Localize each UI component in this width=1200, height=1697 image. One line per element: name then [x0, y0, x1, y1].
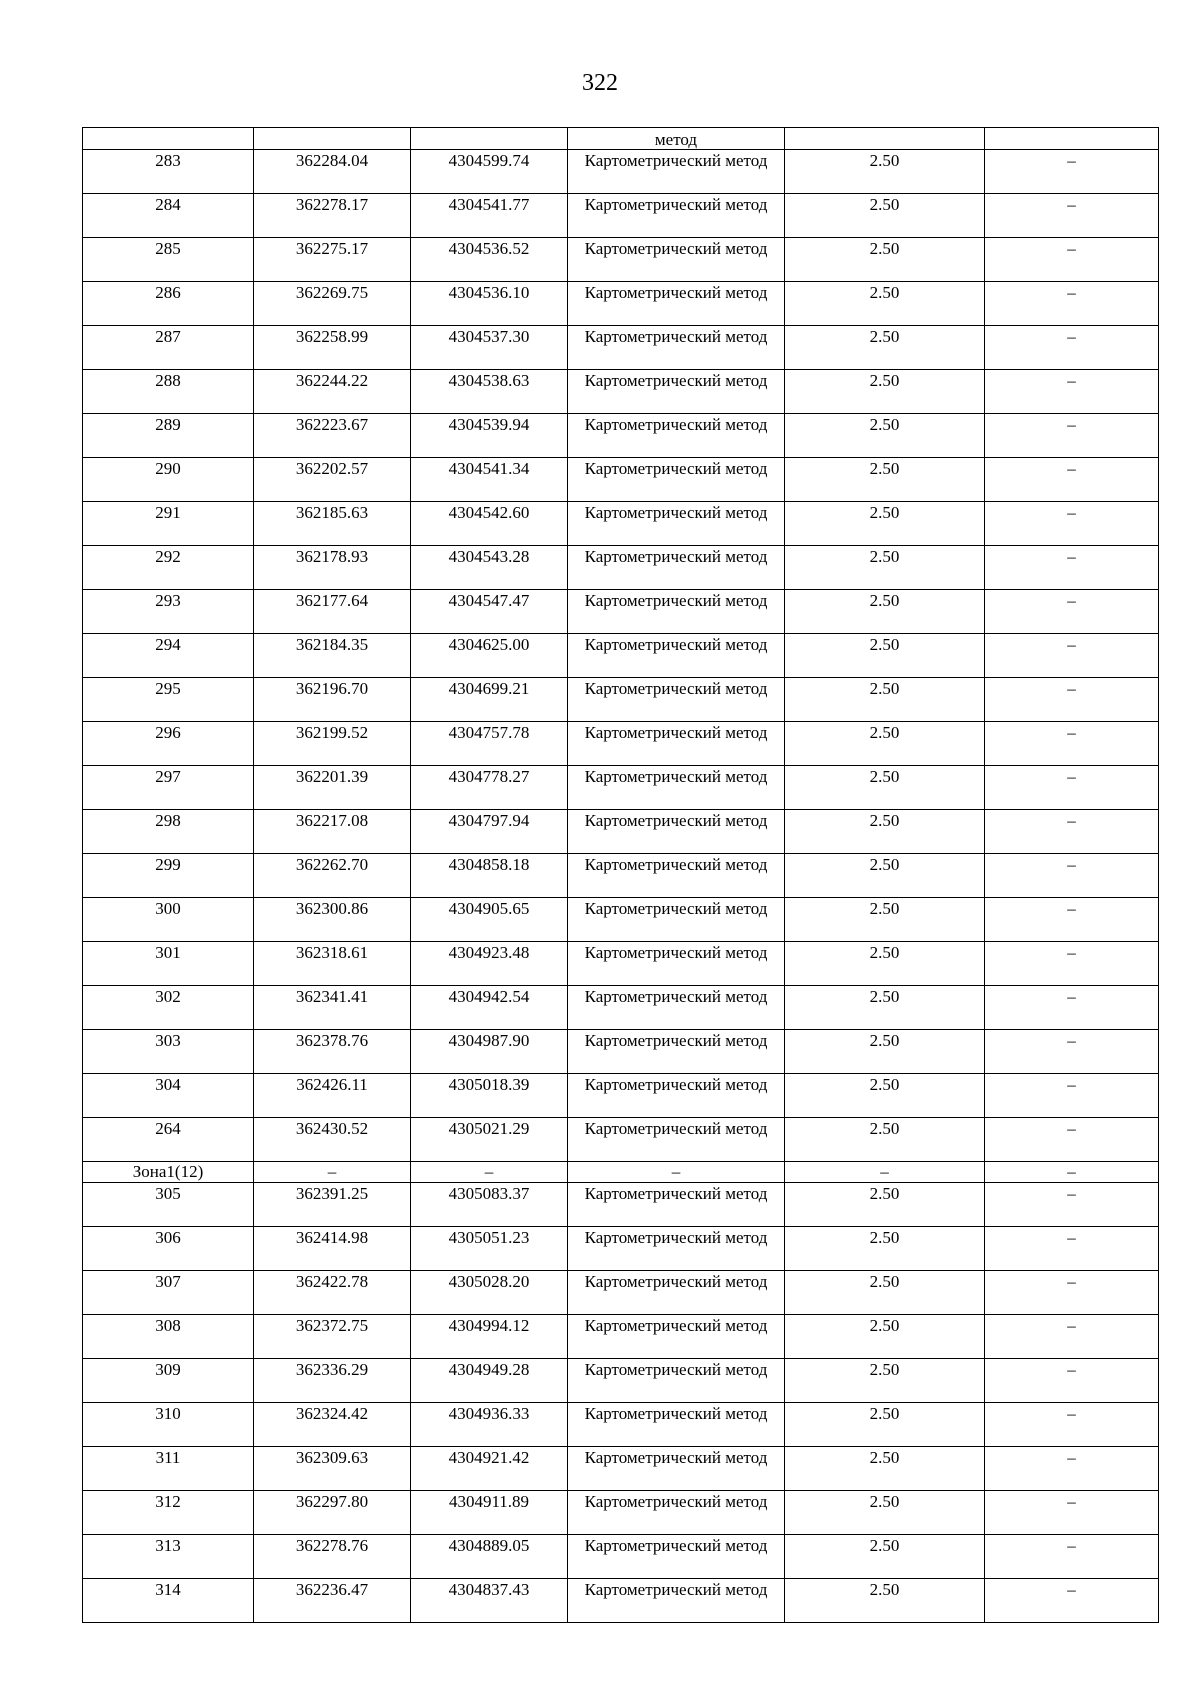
- cell-method: Картометрический метод: [568, 546, 785, 590]
- cell-description: –: [985, 370, 1159, 414]
- cell-method: Картометрический метод: [568, 194, 785, 238]
- cell-accuracy: 2.50: [785, 1359, 985, 1403]
- table-row: [83, 1579, 1159, 1623]
- cell-x: 362236.47: [254, 1579, 411, 1623]
- cell-x: [254, 128, 411, 150]
- cell-y: 4304543.28: [411, 546, 568, 590]
- cell-description: –: [985, 502, 1159, 546]
- cell-x: 362275.17: [254, 238, 411, 282]
- table-row: [83, 678, 1159, 722]
- table-row: [83, 458, 1159, 502]
- cell-method: Картометрический метод: [568, 1074, 785, 1118]
- cell-point-number: 299: [83, 854, 254, 898]
- cell-description: –: [985, 854, 1159, 898]
- cell-y: 4304541.77: [411, 194, 568, 238]
- cell-point-number: 285: [83, 238, 254, 282]
- cell-method: Картометрический метод: [568, 898, 785, 942]
- page-number: 322: [582, 70, 618, 96]
- cell-accuracy: 2.50: [785, 238, 985, 282]
- cell-x: 362185.63: [254, 502, 411, 546]
- cell-x: 362244.22: [254, 370, 411, 414]
- cell-point-number: 289: [83, 414, 254, 458]
- cell-accuracy: 2.50: [785, 1118, 985, 1162]
- cell-point-number: 300: [83, 898, 254, 942]
- cell-point-number: 313: [83, 1535, 254, 1579]
- cell-point-number: 306: [83, 1227, 254, 1271]
- table-row: [83, 194, 1159, 238]
- cell-description: –: [985, 282, 1159, 326]
- cell-method: Картометрический метод: [568, 1403, 785, 1447]
- cell-method: –: [568, 1162, 785, 1183]
- cell-description: –: [985, 194, 1159, 238]
- continuation-row: [83, 128, 1159, 150]
- cell-x: 362178.93: [254, 546, 411, 590]
- cell-x: 362300.86: [254, 898, 411, 942]
- table-row: [83, 810, 1159, 854]
- table-row: [83, 282, 1159, 326]
- cell-x: 362426.11: [254, 1074, 411, 1118]
- cell-point-number: 309: [83, 1359, 254, 1403]
- cell-y: 4304541.34: [411, 458, 568, 502]
- cell-y: [411, 128, 568, 150]
- cell-method: Картометрический метод: [568, 1030, 785, 1074]
- cell-y: 4304987.90: [411, 1030, 568, 1074]
- cell-x: 362336.29: [254, 1359, 411, 1403]
- cell-accuracy: 2.50: [785, 986, 985, 1030]
- cell-description: –: [985, 1183, 1159, 1227]
- cell-description: –: [985, 1227, 1159, 1271]
- cell-method: Картометрический метод: [568, 590, 785, 634]
- table-row: [83, 1491, 1159, 1535]
- cell-method: Картометрический метод: [568, 1315, 785, 1359]
- cell-accuracy: 2.50: [785, 722, 985, 766]
- cell-y: 4304547.47: [411, 590, 568, 634]
- cell-description: –: [985, 326, 1159, 370]
- cell-description: –: [985, 722, 1159, 766]
- cell-y: 4304599.74: [411, 150, 568, 194]
- cell-point-number: 312: [83, 1491, 254, 1535]
- cell-accuracy: 2.50: [785, 194, 985, 238]
- cell-description: –: [985, 1162, 1159, 1183]
- cell-x: –: [254, 1162, 411, 1183]
- cell-x: 362372.75: [254, 1315, 411, 1359]
- cell-point-number: 293: [83, 590, 254, 634]
- cell-point-number: 287: [83, 326, 254, 370]
- cell-x: 362202.57: [254, 458, 411, 502]
- cell-x: 362422.78: [254, 1271, 411, 1315]
- table-row: [83, 1118, 1159, 1162]
- cell-y: 4305051.23: [411, 1227, 568, 1271]
- cell-method: Картометрический метод: [568, 238, 785, 282]
- cell-y: 4305083.37: [411, 1183, 568, 1227]
- cell-x: 362341.41: [254, 986, 411, 1030]
- cell-point-number: 304: [83, 1074, 254, 1118]
- cell-accuracy: 2.50: [785, 634, 985, 678]
- cell-accuracy: 2.50: [785, 1271, 985, 1315]
- cell-point-number: 284: [83, 194, 254, 238]
- cell-description: –: [985, 898, 1159, 942]
- table-row: [83, 854, 1159, 898]
- cell-description: –: [985, 1491, 1159, 1535]
- cell-description: –: [985, 810, 1159, 854]
- cell-x: 362430.52: [254, 1118, 411, 1162]
- cell-accuracy: –: [785, 1162, 985, 1183]
- cell-description: –: [985, 590, 1159, 634]
- cell-x: 362318.61: [254, 942, 411, 986]
- cell-y: 4304536.10: [411, 282, 568, 326]
- table-row: [83, 590, 1159, 634]
- cell-y: 4304778.27: [411, 766, 568, 810]
- cell-x: 362391.25: [254, 1183, 411, 1227]
- cell-description: –: [985, 1030, 1159, 1074]
- cell-point-number: 303: [83, 1030, 254, 1074]
- cell-point-number: 295: [83, 678, 254, 722]
- table-row: [83, 1315, 1159, 1359]
- cell-method: Картометрический метод: [568, 854, 785, 898]
- cell-description: –: [985, 1535, 1159, 1579]
- cell-point-number: 308: [83, 1315, 254, 1359]
- cell-x: 362269.75: [254, 282, 411, 326]
- table-row: [83, 1227, 1159, 1271]
- cell-x: 362278.17: [254, 194, 411, 238]
- cell-y: 4304625.00: [411, 634, 568, 678]
- cell-y: 4304537.30: [411, 326, 568, 370]
- cell-y: 4304538.63: [411, 370, 568, 414]
- cell-x: 362223.67: [254, 414, 411, 458]
- cell-accuracy: 2.50: [785, 766, 985, 810]
- table-row: [83, 370, 1159, 414]
- cell-method: Картометрический метод: [568, 282, 785, 326]
- cell-point-number: 314: [83, 1579, 254, 1623]
- cell-x: 362217.08: [254, 810, 411, 854]
- cell-description: –: [985, 458, 1159, 502]
- cell-point-number: 294: [83, 634, 254, 678]
- zone-label: Зона1(12): [83, 1162, 254, 1183]
- cell-accuracy: 2.50: [785, 282, 985, 326]
- cell-point-number: 305: [83, 1183, 254, 1227]
- cell-point-number: 296: [83, 722, 254, 766]
- cell-x: 362201.39: [254, 766, 411, 810]
- cell-description: [985, 128, 1159, 150]
- cell-y: 4304921.42: [411, 1447, 568, 1491]
- cell-accuracy: 2.50: [785, 590, 985, 634]
- cell-y: 4304539.94: [411, 414, 568, 458]
- cell-point-number: 297: [83, 766, 254, 810]
- cell-method: Картометрический метод: [568, 1359, 785, 1403]
- cell-accuracy: 2.50: [785, 1315, 985, 1359]
- cell-y: 4305018.39: [411, 1074, 568, 1118]
- cell-method: Картометрический метод: [568, 326, 785, 370]
- cell-point-number: 288: [83, 370, 254, 414]
- cell-description: –: [985, 986, 1159, 1030]
- zone-separator-row: [83, 1162, 1159, 1183]
- cell-description: –: [985, 238, 1159, 282]
- cell-x: 362324.42: [254, 1403, 411, 1447]
- cell-x: 362196.70: [254, 678, 411, 722]
- cell-accuracy: 2.50: [785, 1491, 985, 1535]
- cell-point-number: [83, 128, 254, 150]
- cell-accuracy: 2.50: [785, 810, 985, 854]
- cell-description: –: [985, 1579, 1159, 1623]
- cell-description: –: [985, 1271, 1159, 1315]
- cell-method: Картометрический метод: [568, 1535, 785, 1579]
- cell-method: Картометрический метод: [568, 1491, 785, 1535]
- cell-description: –: [985, 1315, 1159, 1359]
- cell-y: 4304858.18: [411, 854, 568, 898]
- cell-x: 362262.70: [254, 854, 411, 898]
- table-row: [83, 326, 1159, 370]
- table-row: [83, 414, 1159, 458]
- cell-x: 362378.76: [254, 1030, 411, 1074]
- cell-description: –: [985, 1403, 1159, 1447]
- cell-y: 4305021.29: [411, 1118, 568, 1162]
- cell-x: 362278.76: [254, 1535, 411, 1579]
- table-row: [83, 1271, 1159, 1315]
- cell-point-number: 298: [83, 810, 254, 854]
- cell-accuracy: 2.50: [785, 414, 985, 458]
- cell-method: Картометрический метод: [568, 1579, 785, 1623]
- cell-description: –: [985, 634, 1159, 678]
- cell-point-number: 286: [83, 282, 254, 326]
- cell-y: 4304797.94: [411, 810, 568, 854]
- cell-description: –: [985, 1359, 1159, 1403]
- cell-accuracy: 2.50: [785, 678, 985, 722]
- cell-y: 4304905.65: [411, 898, 568, 942]
- cell-accuracy: 2.50: [785, 150, 985, 194]
- cell-y: 4304994.12: [411, 1315, 568, 1359]
- table-row: [83, 150, 1159, 194]
- cell-method: Картометрический метод: [568, 634, 785, 678]
- cell-description: –: [985, 1447, 1159, 1491]
- cell-point-number: 283: [83, 150, 254, 194]
- cell-y: –: [411, 1162, 568, 1183]
- cell-y: 4305028.20: [411, 1271, 568, 1315]
- cell-method: Картометрический метод: [568, 1271, 785, 1315]
- table-row: [83, 898, 1159, 942]
- table-row: [83, 722, 1159, 766]
- cell-method: Картометрический метод: [568, 722, 785, 766]
- cell-description: –: [985, 414, 1159, 458]
- cell-method: Картометрический метод: [568, 1227, 785, 1271]
- cell-accuracy: 2.50: [785, 1074, 985, 1118]
- cell-accuracy: [785, 128, 985, 150]
- table-row: [83, 986, 1159, 1030]
- cell-accuracy: 2.50: [785, 1403, 985, 1447]
- cell-method: метод: [568, 128, 785, 150]
- cell-accuracy: 2.50: [785, 1030, 985, 1074]
- cell-accuracy: 2.50: [785, 1183, 985, 1227]
- cell-accuracy: 2.50: [785, 1447, 985, 1491]
- cell-point-number: 307: [83, 1271, 254, 1315]
- table-row: [83, 238, 1159, 282]
- table-row: [83, 502, 1159, 546]
- cell-method: Картометрический метод: [568, 370, 785, 414]
- table-row: [83, 1535, 1159, 1579]
- cell-y: 4304911.89: [411, 1491, 568, 1535]
- cell-description: –: [985, 150, 1159, 194]
- cell-description: –: [985, 1074, 1159, 1118]
- coordinates-table: [82, 127, 1159, 1623]
- cell-x: 362284.04: [254, 150, 411, 194]
- cell-accuracy: 2.50: [785, 1535, 985, 1579]
- cell-x: 362177.64: [254, 590, 411, 634]
- cell-point-number: 290: [83, 458, 254, 502]
- cell-y: 4304542.60: [411, 502, 568, 546]
- table-row: [83, 1403, 1159, 1447]
- cell-method: Картометрический метод: [568, 766, 785, 810]
- table-row: [83, 942, 1159, 986]
- cell-accuracy: 2.50: [785, 898, 985, 942]
- cell-accuracy: 2.50: [785, 546, 985, 590]
- table-row: [83, 1074, 1159, 1118]
- cell-x: 362414.98: [254, 1227, 411, 1271]
- cell-method: Картометрический метод: [568, 678, 785, 722]
- cell-method: Картометрический метод: [568, 502, 785, 546]
- cell-method: Картометрический метод: [568, 458, 785, 502]
- cell-method: Картометрический метод: [568, 986, 785, 1030]
- cell-x: 362184.35: [254, 634, 411, 678]
- cell-x: 362258.99: [254, 326, 411, 370]
- cell-y: 4304923.48: [411, 942, 568, 986]
- cell-y: 4304936.33: [411, 1403, 568, 1447]
- table-row: [83, 766, 1159, 810]
- cell-method: Картометрический метод: [568, 1183, 785, 1227]
- cell-accuracy: 2.50: [785, 942, 985, 986]
- cell-x: 362199.52: [254, 722, 411, 766]
- cell-accuracy: 2.50: [785, 458, 985, 502]
- cell-x: 362297.80: [254, 1491, 411, 1535]
- table-row: [83, 1183, 1159, 1227]
- cell-x: 362309.63: [254, 1447, 411, 1491]
- cell-accuracy: 2.50: [785, 1579, 985, 1623]
- cell-accuracy: 2.50: [785, 1227, 985, 1271]
- cell-method: Картометрический метод: [568, 150, 785, 194]
- cell-description: –: [985, 766, 1159, 810]
- cell-method: Картометрический метод: [568, 810, 785, 854]
- cell-y: 4304949.28: [411, 1359, 568, 1403]
- cell-accuracy: 2.50: [785, 370, 985, 414]
- cell-y: 4304536.52: [411, 238, 568, 282]
- cell-method: Картометрический метод: [568, 1118, 785, 1162]
- table-row: [83, 634, 1159, 678]
- cell-point-number: 264: [83, 1118, 254, 1162]
- cell-y: 4304942.54: [411, 986, 568, 1030]
- cell-accuracy: 2.50: [785, 854, 985, 898]
- table-row: [83, 546, 1159, 590]
- cell-y: 4304889.05: [411, 1535, 568, 1579]
- cell-accuracy: 2.50: [785, 326, 985, 370]
- cell-method: Картометрический метод: [568, 1447, 785, 1491]
- coordinates-table-body: [83, 128, 1159, 1623]
- cell-y: 4304699.21: [411, 678, 568, 722]
- table-row: [83, 1030, 1159, 1074]
- cell-point-number: 302: [83, 986, 254, 1030]
- table-row: [83, 1447, 1159, 1491]
- cell-accuracy: 2.50: [785, 502, 985, 546]
- cell-description: –: [985, 1118, 1159, 1162]
- cell-description: –: [985, 678, 1159, 722]
- table-row: [83, 1359, 1159, 1403]
- cell-y: 4304757.78: [411, 722, 568, 766]
- cell-y: 4304837.43: [411, 1579, 568, 1623]
- cell-description: –: [985, 546, 1159, 590]
- cell-point-number: 301: [83, 942, 254, 986]
- cell-point-number: 310: [83, 1403, 254, 1447]
- cell-point-number: 291: [83, 502, 254, 546]
- cell-description: –: [985, 942, 1159, 986]
- cell-point-number: 311: [83, 1447, 254, 1491]
- cell-method: Картометрический метод: [568, 942, 785, 986]
- cell-method: Картометрический метод: [568, 414, 785, 458]
- cell-point-number: 292: [83, 546, 254, 590]
